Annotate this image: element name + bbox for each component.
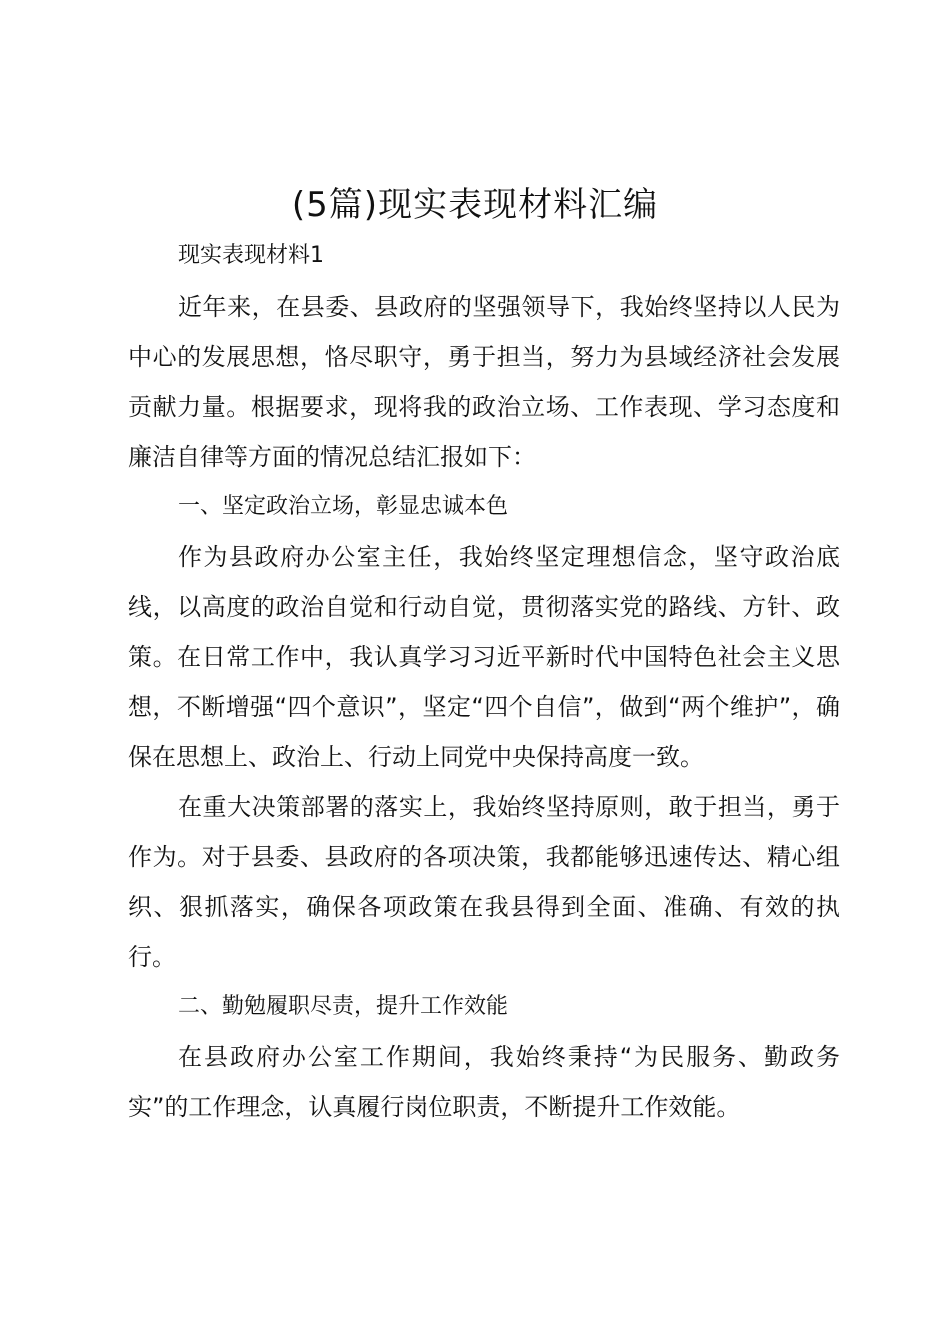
document-title: (5篇)现实表现材料汇编 <box>291 185 659 225</box>
section-heading-2: 二、勤勉履职尽责，提升工作效能 <box>178 994 509 1019</box>
document-body <box>128 282 840 1132</box>
paragraph-work-efficiency: 在县政府办公室工作期间，我始终秉持“为民服务、勤政务实”的工作理念，认真履行岗位职责，不断提升工作效能。 <box>128 1043 840 1121</box>
paragraph-decision-implementation: 在重大决策部署的落实上，我始终坚持原则，敢于担当，勇于作为。对于县委、县政府的各项决策，我都能够迅速传达、精心组织、狠抓落实，确保各项政策在我县得到全面、准确、有效的执行。 <box>128 793 840 971</box>
section-heading-1: 一、坚定政治立场，彰显忠诚本色 <box>178 494 509 519</box>
paragraph-political-stance: 作为县政府办公室主任，我始终坚定理想信念，坚守政治底线，以高度的政治自觉和行动自觉，贯彻落实党的路线、方针、政策。在日常工作中，我认真学习习近平新时代中国特色社会主义思想，不断增强“四个意识”，坚定“四个自信”，做到“两个维护”，确保在思想上、政治上、行动上同党中央保持高度一致。 <box>128 543 840 771</box>
paragraph-intro: 近年来，在县委、县政府的坚强领导下，我始终坚持以人民为中心的发展思想，恪尽职守，勇于担当，努力为县域经济社会发展贡献力量。根据要求，现将我的政治立场、工作表现、学习态度和廉洁自律等方面的情况总结汇报如下： <box>128 293 840 471</box>
document-subtitle: 现实表现材料1 <box>178 243 324 268</box>
